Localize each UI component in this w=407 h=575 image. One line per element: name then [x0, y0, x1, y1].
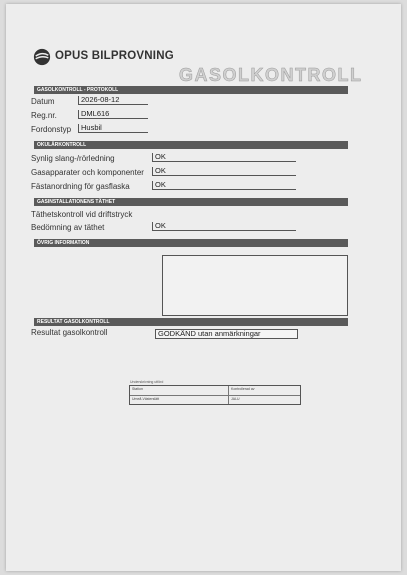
- document-page: [6, 4, 401, 571]
- document-title: GASOLKONTROLL: [179, 65, 363, 85]
- brand-name: OPUS BILPROVNING: [55, 50, 174, 62]
- datum-label: Datum: [31, 97, 55, 106]
- slang-label: Synlig slang-/rörledning: [31, 154, 115, 163]
- opus-logo-icon: [33, 48, 51, 66]
- fordonstyp-field: Husbil: [78, 124, 148, 133]
- resultat-field: GODKÄND utan anmärkningar: [155, 329, 298, 339]
- slang-field: OK: [152, 153, 296, 162]
- section-header-okular: OKULÄRKONTROLL: [34, 141, 348, 149]
- kontrollerad-label: Kontrollerad av: [231, 387, 255, 391]
- section-header-resultat: RESULTAT GASOLKONTROLL: [34, 318, 348, 326]
- section-header-installation: GASINSTALLATIONENS TÄTHET: [34, 198, 348, 206]
- fastanordning-field: OK: [152, 181, 296, 190]
- regnr-label: Reg.nr.: [31, 111, 57, 120]
- fastanordning-label: Fästanordning för gasflaska: [31, 182, 130, 191]
- datum-field: 2026-08-12: [78, 96, 148, 105]
- fordonstyp-label: Fordonstyp: [31, 125, 72, 134]
- apparater-field: OK: [152, 167, 296, 176]
- bedomning-field: OK: [152, 222, 296, 231]
- bedomning-label: Bedömning av täthet: [31, 223, 105, 232]
- ovrig-information-box: [162, 255, 348, 316]
- section-header-ovrig: ÖVRIG INFORMATION: [34, 239, 348, 247]
- station-label: Station: [132, 387, 143, 391]
- kontrollerad-value: JALU: [231, 397, 240, 401]
- signature-table: [129, 385, 301, 405]
- apparater-label: Gasapparater och komponenter: [31, 168, 144, 177]
- tathet-label: Täthetskontroll vid driftstryck: [31, 210, 133, 219]
- signature-caption: Underskrivning utförd: [130, 380, 164, 384]
- section-header-protokoll: GASOLKONTROLL - PROTOKOLL: [34, 86, 348, 94]
- regnr-field: DML616: [78, 110, 148, 119]
- station-value: Umeå-Västerslätt: [132, 397, 160, 401]
- resultat-label: Resultat gasolkontroll: [31, 328, 108, 337]
